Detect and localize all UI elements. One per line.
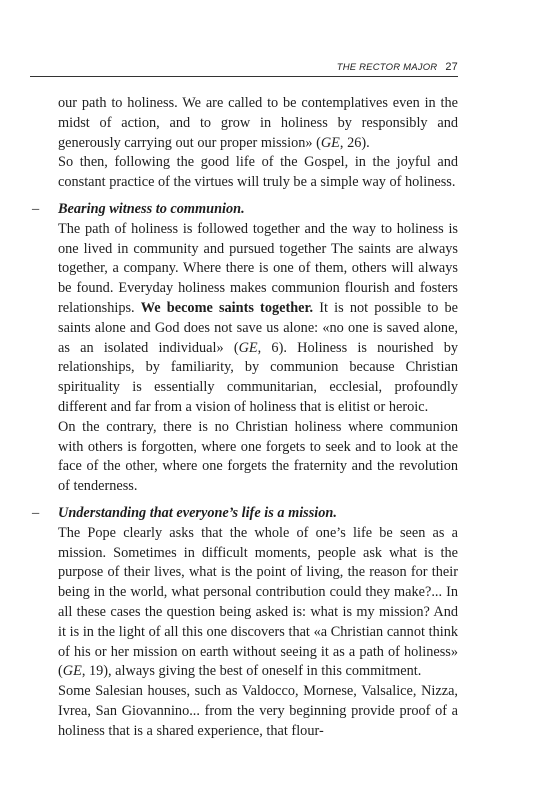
paragraph-mission [58, 524, 458, 682]
text-run: , 19), always giving the best of oneself in this commitment. [81, 663, 422, 680]
paragraph-tenderness: On the contrary, there is no Christian holiness where communion with others is forgotten, where one forgets to seek and to look at the face of the other, where one forgets the fraternity and the revolution of tenderness. [58, 418, 458, 495]
text-run: The path of holiness is followed together and the way to holiness is one lived in community and pursued together The saints are always together, a company. Where there is one of them, others will always be found. Everyday holiness makes communion flourish and fosters relationships. [58, 220, 458, 316]
list-dash: – [32, 200, 40, 217]
paragraph-salesian-houses: Some Salesian houses, such as Valdocco, Mornese, Valsalice, Nizza, Ivrea, San Giovannino... from the very beginning provide proof of a holiness that is a shared experience, that flour- [58, 683, 458, 739]
text-run: , 6). Holiness is nourished by relationships, by familiarity, by communion because Christian spirituality is essentially communitarian, ecclesial, profoundly different and far from a vision of holiness that is elitist or heroic. [58, 339, 459, 415]
text-run: , 26). [339, 134, 370, 151]
paragraph-communion [58, 220, 458, 418]
section-title: Bearing witness to communion. [58, 200, 245, 217]
header-rule [30, 76, 458, 77]
section-title: Understanding that everyone’s life is a mission. [58, 504, 337, 521]
citation-ref: GE [320, 134, 340, 151]
page-number: 27 [445, 61, 458, 73]
page-body [32, 94, 459, 742]
paragraph-gospel: So then, following the good life of the Gospel, in the joyful and constant practice of the virtues will truly be a simple way of holiness. [58, 154, 458, 191]
section-communion [32, 200, 459, 497]
text-run: The Pope clearly asks that the whole of one’s life be seen as a mission. Sometimes in difficult moments, people ask what is the purpose of their lives, what is the point of living, the reason for their being in the world, what personal contribution could they make?... In all these cases the question being asked is: what is my mission? And it is in the light of all this one discovers that «a Christian cannot think of his or her mission on earth without seeing it as a path of holiness» ( [58, 524, 458, 680]
text-run: It is not possible to be saints alone and God does not save us alone: «no one is saved alone, as an isolated individual» ( [58, 299, 458, 356]
text-run: our path to holiness. We are called to be contemplatives even in the midst of action, and to grow in holiness by responsibly and generously carrying out our proper mission» ( [58, 95, 458, 151]
header-title: THE RECTOR MAJOR [336, 62, 438, 73]
emphasis-bold: We become saints together. [140, 299, 314, 316]
citation-ref: GE [62, 663, 82, 680]
citation-ref: GE [238, 339, 258, 356]
list-dash: – [32, 504, 40, 521]
running-header [30, 61, 458, 75]
section-mission [32, 504, 458, 742]
paragraph-continuation [58, 94, 458, 153]
